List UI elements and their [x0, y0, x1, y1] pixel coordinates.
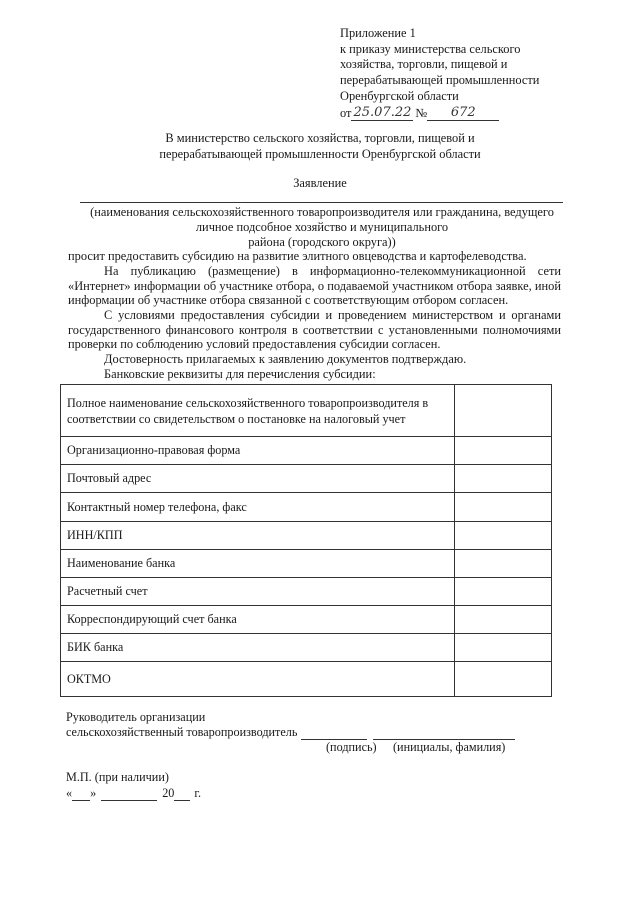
table-row: [61, 606, 552, 634]
month-blank: [101, 789, 157, 801]
table-row: [61, 465, 552, 493]
row-value: [455, 634, 552, 662]
addressee: [60, 130, 580, 162]
order-date: 25.07.22: [351, 105, 413, 122]
day-blank: [72, 789, 90, 801]
appendix-line: к приказу министерства сельского: [340, 41, 521, 56]
addressee-line: перерабатывающей промышленности Оренбургской области: [159, 147, 481, 161]
order-date-number: [340, 105, 539, 122]
row-value: [455, 522, 552, 550]
appendix-line: перерабатывающей промышленности: [340, 73, 540, 88]
publication-consent: На публикацию (размещение) в информационно-телекоммуникационной сети «Интернет» информации об участнике отбора, о подаваемой участником отбора заявке, иной информации об участнике отбора связанной с соответствующим отбором согласен.: [68, 264, 561, 308]
table-row: [61, 385, 552, 437]
signature-caption: (подпись): [326, 740, 377, 754]
row-label: Контактный номер телефона, факс: [61, 493, 455, 522]
table-row: [61, 634, 552, 662]
row-label: Почтовый адрес: [61, 465, 455, 493]
row-value: [455, 550, 552, 578]
year-blank: [174, 789, 190, 801]
date-row: [66, 786, 201, 801]
row-value: [455, 578, 552, 606]
row-label: БИК банка: [61, 634, 455, 662]
signature-role-row: [66, 725, 515, 740]
name-caption: (инициалы, фамилия): [393, 740, 506, 754]
name-blank: [373, 728, 515, 740]
signature-head: Руководитель организации: [66, 710, 206, 724]
row-value: [455, 385, 552, 437]
applicant-fill-line: [80, 202, 563, 203]
signature-blank: [301, 728, 367, 740]
date-quote-close: »: [90, 786, 97, 800]
year-prefix: 20: [162, 786, 175, 800]
table-row: [61, 550, 552, 578]
row-label: Расчетный счет: [61, 578, 455, 606]
request-text: просит предоставить субсидию на развитие элитного овцеводства и картофелеводства.: [68, 249, 527, 263]
date-prefix: от: [340, 105, 352, 120]
appendix-block: [340, 26, 539, 121]
row-label: Корреспондирующий счет банка: [61, 606, 455, 634]
table-row: [61, 437, 552, 465]
caption-line: личное подсобное хозяйство и муниципального: [195, 220, 449, 234]
row-value: [455, 662, 552, 697]
reliability-statement: Достоверность прилагаемых к заявлению документов подтверждаю.: [104, 352, 467, 366]
row-value: [455, 493, 552, 522]
stamp-note: М.П. (при наличии): [66, 770, 169, 784]
table-row: [61, 662, 552, 697]
row-label: ОКТМО: [61, 662, 455, 697]
table-row: [61, 522, 552, 550]
appendix-line: хозяйства, торговли, пищевой и: [340, 57, 508, 72]
bank-requisites-table: [60, 384, 552, 697]
row-value: [455, 465, 552, 493]
number-prefix: №: [415, 105, 428, 120]
appendix-line: Оренбургской области: [340, 88, 459, 103]
order-number: 672: [427, 105, 499, 122]
signature-role: сельскохозяйственный товаропроизводитель: [66, 725, 298, 739]
year-suffix: г.: [194, 786, 202, 800]
conditions-consent: С условиями предоставления субсидии и проведением министерством и органами государственного финансового контроля в соответствии с установленными полномочиями проверки по соблюдению условий предоставления субсидии согласен.: [68, 308, 561, 352]
row-label: Наименование банка: [61, 550, 455, 578]
table-row: [61, 493, 552, 522]
caption-line: (наименования сельскохозяйственного товаропроизводителя или гражданина, ведущего: [90, 205, 554, 219]
document-title: Заявление: [293, 176, 347, 190]
row-value: [455, 437, 552, 465]
appendix-line: Приложение 1: [340, 26, 416, 40]
date-quote-open: «: [66, 786, 73, 800]
row-label: Организационно-правовая форма: [61, 437, 455, 465]
row-label: Полное наименование сельскохозяйственного товаропроизводителя в соответствии со свидетельством о постановке на налоговый учет: [61, 385, 455, 437]
table-row: [61, 578, 552, 606]
addressee-line: В министерство сельского хозяйства, торговли, пищевой и: [165, 131, 475, 145]
row-value: [455, 606, 552, 634]
bank-intro: Банковские реквизиты для перечисления субсидии:: [104, 367, 376, 381]
row-label: ИНН/КПП: [61, 522, 455, 550]
applicant-caption: [62, 205, 582, 250]
caption-line: района (городского округа)): [248, 235, 396, 249]
